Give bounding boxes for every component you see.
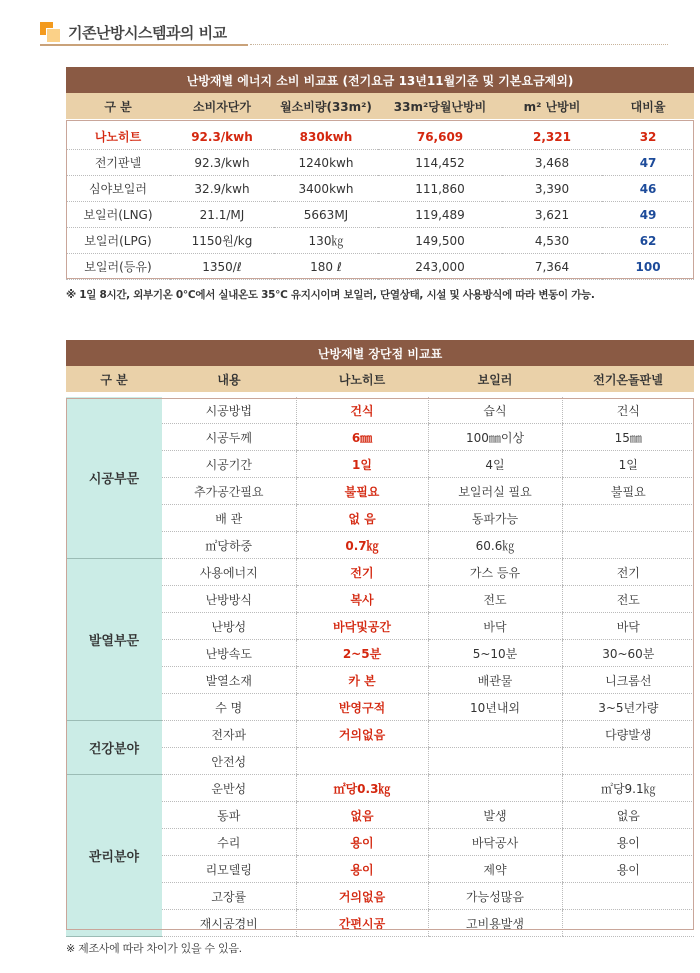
pros-header-nanoheat: 나노히트 (296, 366, 428, 392)
table-cell: 1150원/kg (170, 228, 274, 254)
table-cell: 6㎜ (296, 424, 428, 451)
table-cell: 62 (602, 228, 694, 254)
table-cell: 시공기간 (162, 451, 296, 478)
table-cell: 용이 (562, 856, 694, 883)
table-cell: 건식 (296, 397, 428, 424)
table-cell: 리모델링 (162, 856, 296, 883)
table-cell: 전도 (562, 586, 694, 613)
table-row (66, 775, 694, 802)
pros-header-category: 구 분 (66, 366, 162, 392)
table-cell (428, 775, 562, 802)
table-cell: 전자파 (162, 721, 296, 748)
table-cell: 1일 (296, 451, 428, 478)
table-cell: 복사 (296, 586, 428, 613)
table-row (66, 124, 694, 150)
table-cell (296, 748, 428, 775)
table-cell: 3,468 (502, 150, 602, 176)
energy-header-unit-price: 소비자단가 (170, 93, 274, 119)
table-cell: 5663MJ (274, 202, 378, 228)
table-cell: 동파가능 (428, 505, 562, 532)
table-cell: 180 ℓ (274, 254, 378, 280)
table-cell (562, 748, 694, 775)
table-cell: 없음 (562, 802, 694, 829)
table-cell: 사용에너지 (162, 559, 296, 586)
page-title-text: 기존난방시스템과의 비교 (68, 23, 227, 42)
table-cell: 76,609 (378, 124, 502, 150)
energy-header-monthly-usage: 월소비량(33m²) (274, 93, 378, 119)
table-cell: 바닥 (562, 613, 694, 640)
table-cell: 시공두께 (162, 424, 296, 451)
table-cell: 119,489 (378, 202, 502, 228)
pros-header-panel: 전기온돌판넬 (562, 366, 694, 392)
table-cell: 7,364 (502, 254, 602, 280)
table-cell: 거의없음 (296, 883, 428, 910)
table-cell: 32.9/kwh (170, 176, 274, 202)
table-cell (562, 883, 694, 910)
table-cell: 건식 (562, 397, 694, 424)
table-cell: 100㎜이상 (428, 424, 562, 451)
table-row (66, 397, 694, 424)
table-cell: 거의없음 (296, 721, 428, 748)
table-cell: 보일러(LPG) (66, 228, 170, 254)
table-cell (562, 532, 694, 559)
title-dotted-line (250, 44, 668, 45)
table-cell: 21.1/MJ (170, 202, 274, 228)
table-cell: 49 (602, 202, 694, 228)
table-cell: 난방속도 (162, 640, 296, 667)
table-cell: 가스 등유 (428, 559, 562, 586)
table-row (66, 254, 694, 280)
table-cell: 111,860 (378, 176, 502, 202)
table-cell: 1일 (562, 451, 694, 478)
table-row (66, 228, 694, 254)
table-cell: 안전성 (162, 748, 296, 775)
table-cell: 재시공경비 (162, 910, 296, 937)
table-cell: 없 음 (296, 505, 428, 532)
table-cell: ㎡당9.1㎏ (562, 775, 694, 802)
pros-cons-table (66, 340, 694, 937)
table-cell: 습식 (428, 397, 562, 424)
table-cell: 니크롬선 (562, 667, 694, 694)
page-title (40, 19, 227, 45)
table-cell (562, 910, 694, 937)
table-cell: 3,621 (502, 202, 602, 228)
table-cell: 전도 (428, 586, 562, 613)
table-cell: 고비용발생 (428, 910, 562, 937)
table-cell: 830kwh (274, 124, 378, 150)
table-cell: 바닥공사 (428, 829, 562, 856)
table-cell: 1350/ℓ (170, 254, 274, 280)
table-cell: 발생 (428, 802, 562, 829)
table-cell: 92.3/kwh (170, 124, 274, 150)
table-row (66, 721, 694, 748)
table-cell: 92.3/kwh (170, 150, 274, 176)
table-cell: 47 (602, 150, 694, 176)
table-cell: 반영구적 (296, 694, 428, 721)
table-cell: 100 (602, 254, 694, 280)
table-row (66, 559, 694, 586)
table-cell: 카 본 (296, 667, 428, 694)
pros-table-note: ※ 제조사에 따라 차이가 있을 수 있음. (66, 942, 242, 955)
table-cell: 보일러(LNG) (66, 202, 170, 228)
category-heating: 발열부문 (66, 559, 162, 721)
table-cell: 용이 (296, 829, 428, 856)
table-cell: 나노히트 (66, 124, 170, 150)
pros-table-caption: 난방재별 장단점 비교표 (66, 340, 694, 366)
table-cell: 시공방법 (162, 397, 296, 424)
category-management: 관리분야 (66, 775, 162, 937)
table-cell: 32 (602, 124, 694, 150)
table-cell: 4,530 (502, 228, 602, 254)
table-cell: 3,390 (502, 176, 602, 202)
category-health: 건강분야 (66, 721, 162, 775)
table-cell: 난방성 (162, 613, 296, 640)
table-cell: 3400kwh (274, 176, 378, 202)
table-cell: 수리 (162, 829, 296, 856)
table-row (66, 150, 694, 176)
table-cell: 243,000 (378, 254, 502, 280)
table-cell: 용이 (562, 829, 694, 856)
table-cell: 149,500 (378, 228, 502, 254)
table-cell: 운반성 (162, 775, 296, 802)
table-cell: 130㎏ (274, 228, 378, 254)
pros-header-content: 내용 (162, 366, 296, 392)
table-cell: 발열소재 (162, 667, 296, 694)
table-cell: 난방방식 (162, 586, 296, 613)
table-cell: 심야보일러 (66, 176, 170, 202)
title-underline (40, 44, 248, 46)
energy-header-monthly-cost: 33m²당월난방비 (378, 93, 502, 119)
table-cell: 동파 (162, 802, 296, 829)
table-cell: 바닥 (428, 613, 562, 640)
table-row (66, 202, 694, 228)
table-cell: 가능성많음 (428, 883, 562, 910)
table-cell: 1240kwh (274, 150, 378, 176)
table-cell: 전기 (296, 559, 428, 586)
table-cell: 0.7㎏ (296, 532, 428, 559)
table-cell: 전기 (562, 559, 694, 586)
table-cell: 4일 (428, 451, 562, 478)
table-cell: 제약 (428, 856, 562, 883)
table-cell: 46 (602, 176, 694, 202)
table-cell: 2,321 (502, 124, 602, 150)
energy-table-note: ※ 1일 8시간, 외부기온 0℃에서 실내온도 35℃ 유지시이며 보일러, 단열상태, 시설 및 사용방식에 따라 변동이 가능. (66, 289, 595, 301)
table-cell: 배관물 (428, 667, 562, 694)
table-row (66, 176, 694, 202)
category-construction: 시공부문 (66, 397, 162, 559)
table-cell: 전기판넬 (66, 150, 170, 176)
table-cell (562, 505, 694, 532)
table-cell: 5~10분 (428, 640, 562, 667)
table-cell: 추가공간필요 (162, 478, 296, 505)
energy-comparison-table (66, 67, 694, 280)
table-cell: 다량발생 (562, 721, 694, 748)
table-cell: 3~5년가량 (562, 694, 694, 721)
table-cell: 114,452 (378, 150, 502, 176)
table-cell: 불필요 (296, 478, 428, 505)
table-cell: 60.6㎏ (428, 532, 562, 559)
energy-header-ratio: 대비율 (602, 93, 694, 119)
table-cell: 용이 (296, 856, 428, 883)
table-cell: ㎡당0.3㎏ (296, 775, 428, 802)
table-cell: 바닥및공간 (296, 613, 428, 640)
energy-header-category: 구 분 (66, 93, 170, 119)
table-cell: 보일러실 필요 (428, 478, 562, 505)
table-cell: 수 명 (162, 694, 296, 721)
energy-table-caption: 난방재별 에너지 소비 비교표 (전기요금 13년11월기준 및 기본요금제외) (66, 67, 694, 93)
table-cell (428, 748, 562, 775)
table-cell: ㎡당하중 (162, 532, 296, 559)
table-cell: 보일러(등유) (66, 254, 170, 280)
table-cell: 2~5분 (296, 640, 428, 667)
table-cell: 배 관 (162, 505, 296, 532)
table-cell: 15㎜ (562, 424, 694, 451)
table-cell: 간편시공 (296, 910, 428, 937)
table-cell: 30~60분 (562, 640, 694, 667)
table-cell: 불필요 (562, 478, 694, 505)
table-cell: 고장률 (162, 883, 296, 910)
table-cell: 없음 (296, 802, 428, 829)
table-cell (428, 721, 562, 748)
pros-header-boiler: 보일러 (428, 366, 562, 392)
squares-icon (40, 22, 60, 42)
energy-header-m2-cost: m² 난방비 (502, 93, 602, 119)
table-cell: 10년내외 (428, 694, 562, 721)
